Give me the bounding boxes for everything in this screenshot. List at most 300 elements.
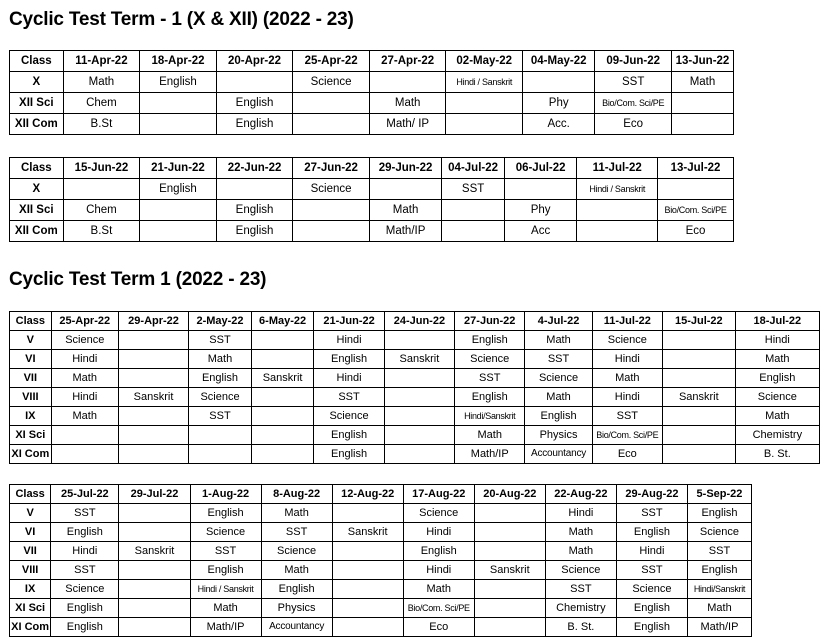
subject-cell: Hindi/Sanskrit [687,580,751,599]
empty-cell [384,388,454,407]
subject-cell: Science [51,580,119,599]
subject-cell: Physics [525,426,592,445]
row-header-class: VIII [10,561,51,580]
table-row [10,523,752,542]
empty-cell [384,426,454,445]
subject-cell: Math/ IP [369,114,446,135]
subject-cell: English [51,523,119,542]
column-header-date: 11-Jul-22 [577,158,658,179]
empty-cell [119,599,190,618]
subject-cell: English [314,445,384,464]
subject-cell: Bio/Com. Sci/PE [658,200,734,221]
subject-cell: Math [369,200,441,221]
subject-cell: SST [525,350,592,369]
subject-cell: Science [687,523,751,542]
empty-cell [251,388,314,407]
header-row [10,485,752,504]
empty-cell [446,93,523,114]
schedule-table-term1-general-part1 [9,311,820,464]
empty-cell [332,580,403,599]
subject-cell: SST [314,388,384,407]
table-row [10,618,752,637]
table-row [10,388,820,407]
subject-cell: Accountancy [525,445,592,464]
empty-cell [140,200,217,221]
empty-cell [504,179,576,200]
subject-cell: Hindi [314,369,384,388]
empty-cell [577,221,658,242]
empty-cell [251,407,314,426]
row-header-class: V [10,331,52,350]
subject-cell: Math/IP [369,221,441,242]
subject-cell: SST [595,72,672,93]
row-header-class: XI Com [10,618,51,637]
empty-cell [442,221,505,242]
column-header-date: 27-Jun-22 [293,158,370,179]
subject-cell: Hindi [735,331,819,350]
subject-cell: Hindi [592,388,662,407]
empty-cell [332,542,403,561]
table-row [10,72,734,93]
column-header-date: 25-Apr-22 [51,312,118,331]
table-body [10,504,752,637]
empty-cell [118,350,188,369]
column-header-class: Class [10,158,64,179]
subject-cell: Phy [523,93,595,114]
row-header-class: VII [10,369,52,388]
subject-cell: Math [525,388,592,407]
empty-cell [189,445,252,464]
subject-cell: English [687,504,751,523]
empty-cell [293,221,370,242]
subject-cell: Hindi [51,350,118,369]
table-row [10,350,820,369]
empty-cell [384,369,454,388]
empty-cell [332,599,403,618]
table-row [10,599,752,618]
subject-cell: Bio/Com. Sci/PE [592,426,662,445]
column-header-date: 4-Jul-22 [525,312,592,331]
empty-cell [384,331,454,350]
empty-cell [216,72,293,93]
page-title-term1-general: Cyclic Test Term 1 (2022 - 23) [9,269,267,290]
subject-cell: Acc [504,221,576,242]
row-header-class: VI [10,350,52,369]
column-header-date: 29-Jun-22 [369,158,441,179]
empty-cell [251,350,314,369]
subject-cell: Math [190,599,261,618]
subject-cell: Science [293,72,370,93]
empty-cell [118,407,188,426]
subject-cell: Math [369,93,446,114]
subject-cell: Math [525,331,592,350]
empty-cell [474,599,545,618]
row-header-class: XII Sci [10,93,64,114]
subject-cell: Math [671,72,733,93]
column-header-date: 15-Jun-22 [63,158,140,179]
column-header-date: 02-May-22 [446,51,523,72]
subject-cell: Hindi / Sanskrit [577,179,658,200]
empty-cell [662,331,735,350]
column-header-date: 29-Jul-22 [119,485,190,504]
column-header-date: 25-Jul-22 [51,485,119,504]
column-header-date: 06-Jul-22 [504,158,576,179]
subject-cell: Eco [595,114,672,135]
schedule-table-term1-x-xii-part1 [9,50,734,135]
subject-cell: English [51,618,119,637]
empty-cell [251,426,314,445]
subject-cell: Hindi/Sanskrit [455,407,525,426]
subject-cell: English [51,599,119,618]
column-header-date: 21-Jun-22 [140,158,217,179]
subject-cell: English [314,350,384,369]
subject-cell: Science [190,523,261,542]
subject-cell: English [616,599,687,618]
subject-cell: Eco [403,618,474,637]
empty-cell [140,93,217,114]
empty-cell [474,580,545,599]
header-row [10,51,734,72]
row-header-class: XI Sci [10,426,52,445]
subject-cell: Sanskrit [119,542,190,561]
row-header-class: XII Sci [10,200,64,221]
subject-cell: Science [314,407,384,426]
empty-cell [442,200,505,221]
column-header-date: 09-Jun-22 [595,51,672,72]
schedule-table-term1-general-part2 [9,484,752,637]
table-row [10,426,820,445]
empty-cell [474,504,545,523]
column-header-date: 25-Apr-22 [293,51,370,72]
subject-cell: English [687,561,751,580]
subject-cell: Science [261,542,332,561]
subject-cell: SST [190,542,261,561]
empty-cell [251,331,314,350]
subject-cell: Science [189,388,252,407]
empty-cell [384,445,454,464]
subject-cell: Math [51,369,118,388]
subject-cell: B.St [63,114,140,135]
column-header-date: 20-Aug-22 [474,485,545,504]
empty-cell [293,114,370,135]
subject-cell: Math [545,523,616,542]
empty-cell [216,179,293,200]
table-row [10,331,820,350]
subject-cell: Hindi [403,523,474,542]
table-header [10,158,734,179]
subject-cell: English [216,200,293,221]
empty-cell [293,93,370,114]
subject-cell: Sanskrit [118,388,188,407]
row-header-class: VII [10,542,51,561]
column-header-class: Class [10,485,51,504]
empty-cell [662,426,735,445]
row-header-class: XII Com [10,221,64,242]
column-header-date: 2-May-22 [189,312,252,331]
subject-cell: Math [687,599,751,618]
empty-cell [474,542,545,561]
subject-cell: English [216,93,293,114]
subject-cell: Science [403,504,474,523]
subject-cell: English [216,114,293,135]
table-header [10,312,820,331]
table-row [10,200,734,221]
column-header-date: 20-Apr-22 [216,51,293,72]
column-header-date: 29-Aug-22 [616,485,687,504]
subject-cell: Math/IP [455,445,525,464]
subject-cell: Sanskrit [474,561,545,580]
subject-cell: Hindi [51,388,118,407]
subject-cell: English [616,618,687,637]
table-body [10,331,820,464]
column-header-date: 18-Jul-22 [735,312,819,331]
empty-cell [189,426,252,445]
subject-cell: English [735,369,819,388]
subject-cell: SST [616,504,687,523]
subject-cell: B. St. [545,618,616,637]
empty-cell [662,350,735,369]
subject-cell: Science [616,580,687,599]
subject-cell: Math [735,407,819,426]
subject-cell: Sanskrit [251,369,314,388]
subject-cell: English [616,523,687,542]
table-row [10,369,820,388]
empty-cell [118,426,188,445]
table-row [10,504,752,523]
subject-cell: English [189,369,252,388]
subject-cell: Science [51,331,118,350]
subject-cell: B.St [63,221,140,242]
subject-cell: Math [403,580,474,599]
empty-cell [119,504,190,523]
subject-cell: Hindi [592,350,662,369]
subject-cell: Sanskrit [384,350,454,369]
subject-cell: Phy [504,200,576,221]
row-header-class: X [10,179,64,200]
empty-cell [251,445,314,464]
row-header-class: XI Com [10,445,52,464]
column-header-date: 04-May-22 [523,51,595,72]
row-header-class: XI Sci [10,599,51,618]
row-header-class: X [10,72,64,93]
table-row [10,445,820,464]
subject-cell: SST [51,504,119,523]
page-title-term1-x-xii: Cyclic Test Term - 1 (X & XII) (2022 - 23) [9,9,354,30]
subject-cell: B. St. [735,445,819,464]
subject-cell: Eco [592,445,662,464]
column-header-date: 15-Jul-22 [662,312,735,331]
subject-cell: English [190,561,261,580]
column-header-class: Class [10,312,52,331]
subject-cell: Science [592,331,662,350]
empty-cell [332,618,403,637]
subject-cell: Hindi [51,542,119,561]
subject-cell: SST [592,407,662,426]
empty-cell [140,221,217,242]
subject-cell: English [216,221,293,242]
subject-cell: Bio/Com. Sci/PE [595,93,672,114]
subject-cell: SST [51,561,119,580]
row-header-class: VIII [10,388,52,407]
subject-cell: Math [189,350,252,369]
table-row [10,561,752,580]
subject-cell: SST [545,580,616,599]
row-header-class: VI [10,523,51,542]
subject-cell: Math/IP [687,618,751,637]
table-header [10,51,734,72]
empty-cell [662,369,735,388]
table-row [10,580,752,599]
subject-cell: SST [442,179,505,200]
subject-cell: Chem [63,93,140,114]
subject-cell: Bio/Com. Sci/PE [403,599,474,618]
column-header-date: 13-Jun-22 [671,51,733,72]
subject-cell: Hindi / Sanskrit [190,580,261,599]
table-row [10,542,752,561]
row-header-class: XII Com [10,114,64,135]
empty-cell [332,561,403,580]
empty-cell [118,445,188,464]
table-row [10,221,734,242]
empty-cell [523,72,595,93]
subject-cell: English [190,504,261,523]
empty-cell [662,407,735,426]
empty-cell [671,114,733,135]
column-header-date: 8-Aug-22 [261,485,332,504]
table-row [10,93,734,114]
empty-cell [51,445,118,464]
empty-cell [63,179,140,200]
empty-cell [662,445,735,464]
subject-cell: SST [455,369,525,388]
subject-cell: Science [525,369,592,388]
subject-cell: Math [592,369,662,388]
column-header-date: 21-Jun-22 [314,312,384,331]
subject-cell: Science [735,388,819,407]
subject-cell: Hindi [403,561,474,580]
column-header-date: 29-Apr-22 [118,312,188,331]
table-row [10,407,820,426]
subject-cell: Hindi [616,542,687,561]
subject-cell: Math [735,350,819,369]
empty-cell [293,200,370,221]
subject-cell: Math [261,561,332,580]
empty-cell [446,114,523,135]
subject-cell: SST [189,331,252,350]
subject-cell: Science [545,561,616,580]
subject-cell: English [140,179,217,200]
column-header-date: 17-Aug-22 [403,485,474,504]
subject-cell: SST [261,523,332,542]
empty-cell [118,331,188,350]
subject-cell: English [314,426,384,445]
subject-cell: Chem [63,200,140,221]
subject-cell: Hindi [314,331,384,350]
empty-cell [140,114,217,135]
subject-cell: SST [687,542,751,561]
subject-cell: Science [293,179,370,200]
column-header-date: 24-Jun-22 [384,312,454,331]
empty-cell [119,523,190,542]
header-row [10,312,820,331]
subject-cell: Math [455,426,525,445]
empty-cell [369,72,446,93]
column-header-date: 27-Apr-22 [369,51,446,72]
subject-cell: Math [63,72,140,93]
empty-cell [51,426,118,445]
empty-cell [384,407,454,426]
subject-cell: English [525,407,592,426]
subject-cell: Math [261,504,332,523]
empty-cell [474,523,545,542]
empty-cell [577,200,658,221]
row-header-class: IX [10,407,52,426]
subject-cell: SST [616,561,687,580]
empty-cell [474,618,545,637]
subject-cell: Accountancy [261,618,332,637]
table-row [10,114,734,135]
subject-cell: Chemistry [735,426,819,445]
column-header-date: 22-Aug-22 [545,485,616,504]
subject-cell: Math/IP [190,618,261,637]
subject-cell: Science [455,350,525,369]
schedule-table-term1-x-xii-part2 [9,157,734,242]
column-header-date: 12-Aug-22 [332,485,403,504]
column-header-date: 27-Jun-22 [455,312,525,331]
subject-cell: Hindi [545,504,616,523]
subject-cell: Chemistry [545,599,616,618]
subject-cell: Physics [261,599,332,618]
subject-cell: Math [51,407,118,426]
empty-cell [332,504,403,523]
subject-cell: Eco [658,221,734,242]
table-row [10,179,734,200]
column-header-date: 18-Apr-22 [140,51,217,72]
column-header-class: Class [10,51,64,72]
column-header-date: 11-Apr-22 [63,51,140,72]
column-header-date: 5-Sep-22 [687,485,751,504]
column-header-date: 04-Jul-22 [442,158,505,179]
empty-cell [369,179,441,200]
empty-cell [118,369,188,388]
column-header-date: 11-Jul-22 [592,312,662,331]
subject-cell: Sanskrit [332,523,403,542]
table-body [10,179,734,242]
empty-cell [119,580,190,599]
empty-cell [658,179,734,200]
column-header-date: 22-Jun-22 [216,158,293,179]
empty-cell [119,618,190,637]
header-row [10,158,734,179]
subject-cell: English [261,580,332,599]
column-header-date: 6-May-22 [251,312,314,331]
column-header-date: 13-Jul-22 [658,158,734,179]
table-body [10,72,734,135]
subject-cell: Acc. [523,114,595,135]
subject-cell: English [403,542,474,561]
subject-cell: SST [189,407,252,426]
empty-cell [119,561,190,580]
row-header-class: V [10,504,51,523]
subject-cell: Sanskrit [662,388,735,407]
subject-cell: English [140,72,217,93]
subject-cell: English [455,331,525,350]
empty-cell [671,93,733,114]
row-header-class: IX [10,580,51,599]
subject-cell: Hindi / Sanskrit [446,72,523,93]
subject-cell: English [455,388,525,407]
table-header [10,485,752,504]
